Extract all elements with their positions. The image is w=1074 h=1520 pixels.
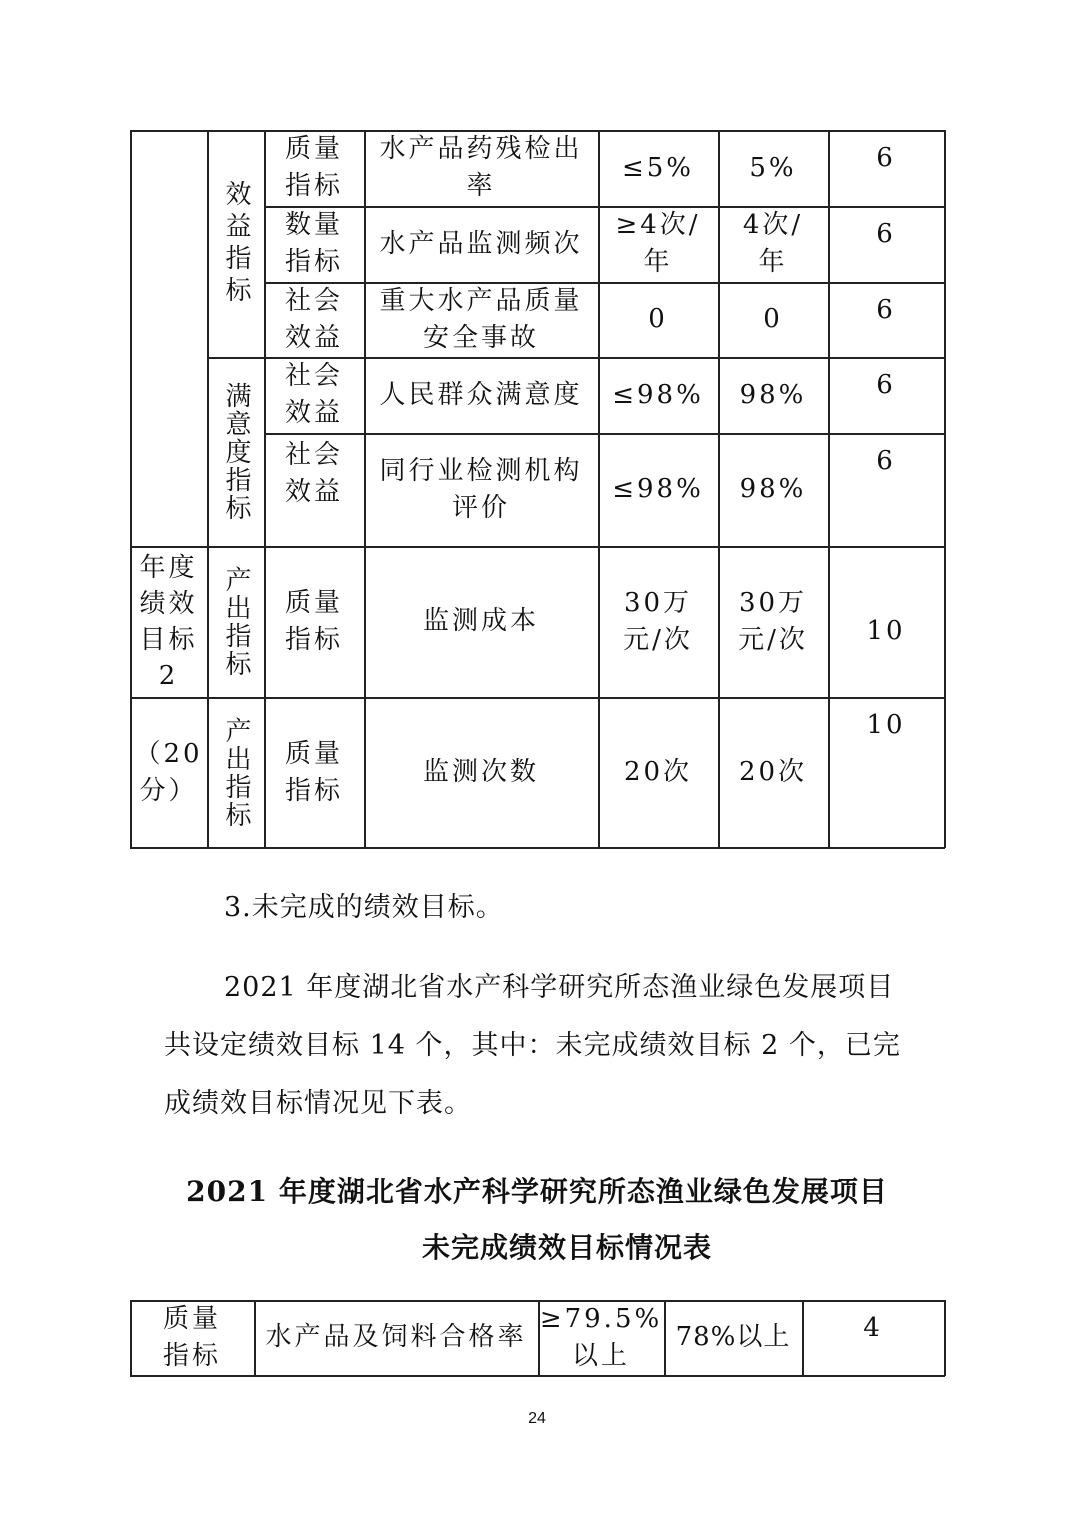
table-cell-type: 质量指标 xyxy=(284,134,343,201)
section-heading: 3.未完成的绩效目标。 xyxy=(224,892,504,923)
table-cell-target: ≤98% xyxy=(612,379,704,410)
table-cell-actual: 0 xyxy=(763,304,783,334)
table-cell-actual: 98% xyxy=(739,474,807,504)
table-cell-indicator: 水产品及饲料合格率 xyxy=(265,1322,527,1352)
table-cell-actual: 98% xyxy=(739,379,807,410)
table-cell-actual: 78%以上 xyxy=(675,1322,791,1352)
table-cell-indicator: 监测次数 xyxy=(422,757,539,787)
paragraph-line-3: 成绩效目标情况见下表。 xyxy=(164,1088,472,1119)
table-cell-indicator: 水产品监测频次 xyxy=(379,228,583,259)
table-cell-score: 4 xyxy=(863,1313,883,1343)
table-cell-target: ≤5% xyxy=(621,152,695,183)
table-cell-score: 6 xyxy=(876,295,896,325)
table-cell-score: 6 xyxy=(876,446,896,476)
table-cell-indicator: 同行业检测机构评价 xyxy=(379,455,583,523)
table-cell-actual: 5% xyxy=(749,152,797,183)
table-cell-type: 质量指标 xyxy=(284,587,343,655)
output-indicator-group-1: 产出指标 xyxy=(221,565,251,678)
table-cell-target: 0 xyxy=(648,304,668,334)
table-cell-type: 质量指标 xyxy=(162,1303,221,1371)
paragraph-line-1: 2021 年度湖北省水产科学研究所态渔业绿色发展项目 xyxy=(224,972,895,1003)
table-cell-score: 6 xyxy=(876,143,896,173)
table-cell-score: 10 xyxy=(866,616,906,646)
table-cell-type: 社会效益 xyxy=(284,361,343,428)
table-cell-indicator: 水产品药残检出率 xyxy=(379,134,583,201)
paragraph-line-2: 共设定绩效目标 14 个，其中：未完成绩效目标 2 个，已完 xyxy=(164,1030,901,1061)
table-cell-target: ≥79.5%以上 xyxy=(539,1303,663,1371)
table-cell-indicator: 监测成本 xyxy=(422,606,539,636)
table-cell-type: 社会效益 xyxy=(284,440,343,507)
benefit-indicator-group: 效益指标 xyxy=(221,179,251,308)
table-cell-actual: 4次/年 xyxy=(742,210,804,277)
table-cell-actual: 30万元/次 xyxy=(738,587,808,655)
table-title-line-1: 2021 年度湖北省水产科学研究所态渔业绿色发展项目 xyxy=(186,1175,888,1208)
table-cell-target: 20次 xyxy=(623,757,693,787)
satisfaction-indicator-group: 满意度指标 xyxy=(221,381,251,522)
table-cell-target: ≥4次/年 xyxy=(615,210,701,277)
table-cell-score: 6 xyxy=(876,370,896,400)
table-cell-indicator: 重大水产品质量安全事故 xyxy=(379,285,583,353)
annual-goal-2-points: （20 分） xyxy=(134,738,203,806)
output-indicator-group-2: 产出指标 xyxy=(221,716,251,829)
table-cell-type: 质量指标 xyxy=(284,738,343,806)
annual-goal-2-label: 年度 绩效 目标 2 xyxy=(139,552,198,691)
table-cell-indicator: 人民群众满意度 xyxy=(379,379,583,410)
page-number: 24 xyxy=(528,1410,546,1427)
table-cell-target: ≤98% xyxy=(612,474,704,504)
table-cell-actual: 20次 xyxy=(738,757,808,787)
table-cell-score: 6 xyxy=(876,219,896,249)
table-cell-score: 10 xyxy=(866,710,906,740)
table-cell-type: 社会效益 xyxy=(284,285,343,353)
table-cell-type: 数量指标 xyxy=(284,210,343,277)
table-title-line-2: 未完成绩效目标情况表 xyxy=(421,1231,712,1264)
table-cell-target: 30万元/次 xyxy=(623,587,693,655)
